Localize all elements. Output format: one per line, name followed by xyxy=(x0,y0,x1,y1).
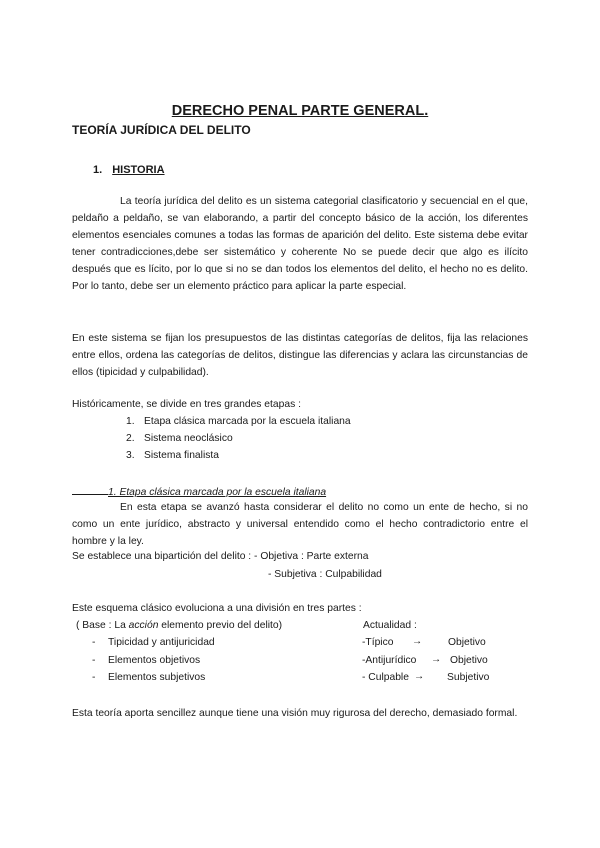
base-emphasis: acción xyxy=(128,620,159,631)
tripartite-right-term: -Típico xyxy=(362,637,394,648)
list-item-label: Sistema neoclásico xyxy=(144,433,233,444)
paragraph-presupuestos: En este sistema se fijan los presupuestos de las distintas categorías de delitos, fija las relaciones entre ellos, ordena las categorías de delitos, distingue las diferencias y aclara las circunstancias de ellos (tipicidad y culpabilidad). xyxy=(72,333,528,379)
base-prefix: ( Base : La xyxy=(76,620,129,631)
subsection-heading-text: 1. Etapa clásica marcada por la escuela italiana xyxy=(108,487,327,498)
section-heading xyxy=(93,164,165,176)
paragraph-etapa-clasica: En esta etapa se avanzó hasta considerar el delito no como un ente de hecho, si no como un ente jurídico, abstracto y universal entendido como el hecho contradictorio entre el hombre y la ley. xyxy=(72,502,528,548)
list-item xyxy=(126,450,219,461)
bullet-marker: - xyxy=(92,637,96,648)
biparticion-line-2: - Subjetiva : Culpabilidad xyxy=(268,569,382,580)
tripartite-left-item: Tipicidad y antijuricidad xyxy=(108,637,215,648)
list-item-number: 2. xyxy=(126,433,135,444)
base-suffix: elemento previo del delito) xyxy=(158,620,283,631)
document-subtitle: TEORÍA JURÍDICA DEL DELITO xyxy=(72,123,251,137)
tripartite-intro: Este esquema clásico evoluciona a una división en tres partes : xyxy=(72,603,362,614)
tripartite-right-term: -Antijurídico xyxy=(362,655,417,666)
arrow-icon: → xyxy=(431,654,442,665)
tripartite-right-term: - Culpable xyxy=(362,672,409,683)
list-item xyxy=(126,433,233,444)
heading-underline-lead xyxy=(72,484,108,495)
actualidad-label: Actualidad : xyxy=(363,620,417,631)
paragraph-intro: La teoría jurídica del delito es un sistema categorial clasificatorio y secuencial en el que, peldaño a peldaño, se van elaborando, a partir del concepto básico de la acción, los diferentes elementos esenciales comunes a todas las formas de aparición del delito. Este sistema debe evitar tener contradicciones,debe ser sistemático y coherente No se puede decir que algo es ilícito después que es lícito, por lo que si no se dan todos los elementos del delito, el hecho no es delito. Por lo tanto, debe ser un elemento práctico para aplicar la parte especial. xyxy=(72,196,528,293)
tripartite-right-value: Objetivo xyxy=(448,637,486,648)
bullet-marker: - xyxy=(92,672,96,683)
biparticion-line-1: Se establece una bipartición del delito : - Objetiva : Parte externa xyxy=(72,551,369,562)
list-item-number: 1. xyxy=(126,416,135,427)
historic-intro: Históricamente, se divide en tres grandes etapas : xyxy=(72,399,301,410)
tripartite-right-value: Objetivo xyxy=(450,655,488,666)
tripartite-base xyxy=(76,620,282,631)
tripartite-left-item: Elementos subjetivos xyxy=(108,672,206,683)
page-title: DERECHO PENAL PARTE GENERAL. xyxy=(171,103,429,119)
arrow-icon: → xyxy=(414,671,425,682)
list-item-label: Sistema finalista xyxy=(144,450,219,461)
subsection-heading xyxy=(72,484,326,498)
list-item-number: 3. xyxy=(126,450,135,461)
list-item-label: Etapa clásica marcada por la escuela italiana xyxy=(144,416,351,427)
list-item xyxy=(126,416,351,427)
section-label: HISTORIA xyxy=(112,164,165,176)
section-number: 1. xyxy=(93,164,103,176)
tripartite-right-value: Subjetivo xyxy=(447,672,490,683)
tripartite-left-item: Elementos objetivos xyxy=(108,655,201,666)
paragraph-conclusion: Esta teoría aporta sencillez aunque tiene una visión muy rigurosa del derecho, demasiado formal. xyxy=(72,708,518,719)
bullet-marker: - xyxy=(92,655,96,666)
arrow-icon: → xyxy=(412,636,423,647)
